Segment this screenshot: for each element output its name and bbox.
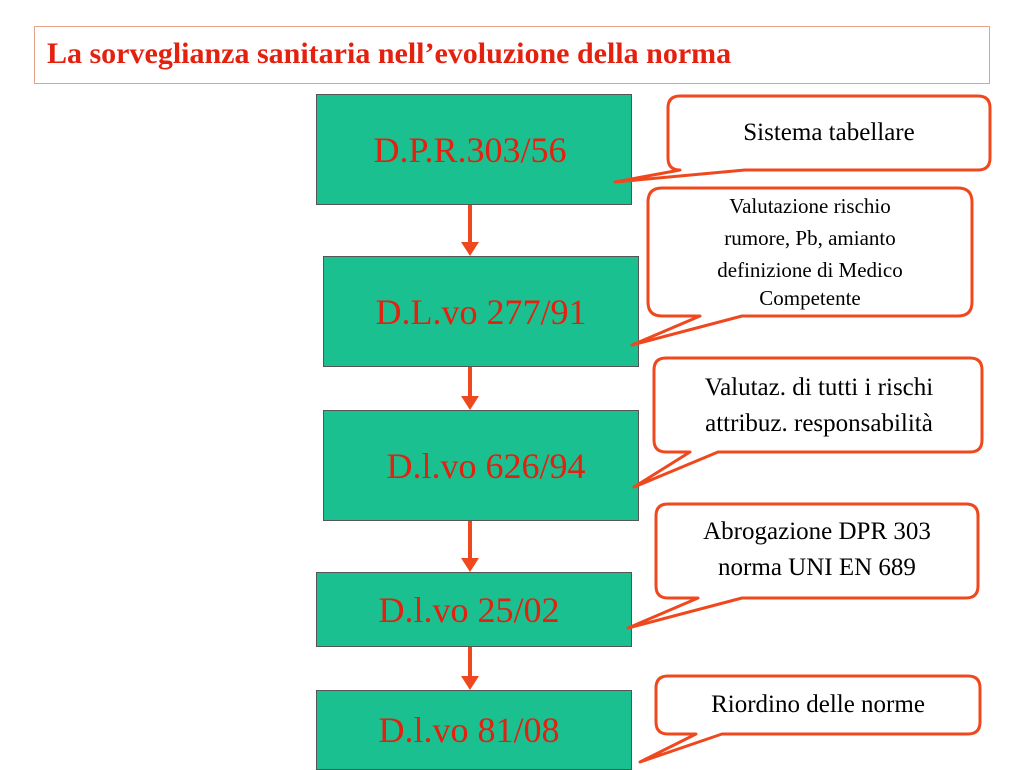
callout-riordino (656, 688, 980, 722)
callout-valutaz-tutti-rischi (654, 370, 984, 442)
page-title: La sorveglianza sanitaria nell’evoluzione della norma (47, 37, 732, 70)
callout-line: Valutaz. di tutti i rischi (704, 374, 934, 401)
callout-line: Competente (759, 286, 861, 310)
law-label: D.P.R.303/56 (373, 129, 567, 170)
law-label: D.l.vo 25/02 (378, 589, 560, 630)
callout-line: attribuz. responsabilità (705, 410, 933, 437)
callout-line: Abrogazione DPR 303 (703, 518, 931, 545)
callout-line: norma UNI EN 689 (718, 554, 916, 581)
callout-line: Sistema tabellare (743, 119, 915, 146)
callout-line: definizione di Medico (717, 258, 903, 282)
callout-sistema-tabellare (668, 118, 990, 148)
callout-line: Valutazione rischio (729, 194, 891, 218)
callout-valutazione-rischio (648, 190, 972, 310)
callout-line: rumore, Pb, amianto (724, 226, 896, 250)
callout-line: Riordino delle norme (711, 691, 925, 718)
callout-abrogazione (656, 514, 978, 586)
law-label: D.l.vo 81/08 (378, 710, 560, 750)
law-label: D.l.vo 626/94 (386, 445, 586, 486)
law-label: D.L.vo 277/91 (375, 291, 587, 332)
